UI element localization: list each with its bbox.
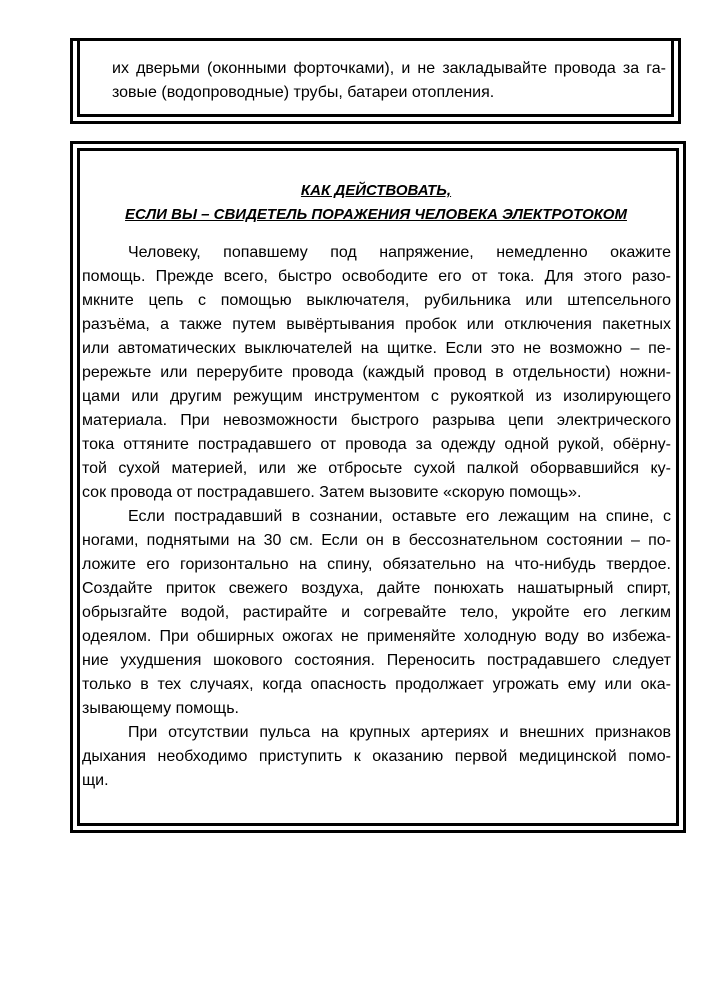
body-line: той сухой материей, или же отбросьте сухой палкой оборвавшийся ку- bbox=[82, 460, 671, 477]
body-line: мкните цепь с помощью выключателя, рубильника или штепсельного bbox=[82, 292, 671, 309]
body-line: разъёма, а также путем вывёртывания пробок или отключения пакетных bbox=[82, 316, 671, 333]
body-line: помощь. Прежде всего, быстро освободите его от тока. Для этого разо- bbox=[82, 268, 671, 285]
body-line: материала. При невозможности быстрого разрыва цепи электрического bbox=[82, 412, 671, 429]
section-body bbox=[82, 241, 671, 793]
body-line: дыхания необходимо приступить к оказанию первой медицинской помо- bbox=[82, 748, 671, 765]
body-line: или автоматических выключателей на щитке. Если это не возможно – пе- bbox=[82, 340, 671, 357]
body-line: цами или другим режущим инструментом с рукояткой из изолирующего bbox=[82, 388, 671, 405]
body-line: щи. bbox=[82, 772, 109, 789]
body-line: Человеку, попавшему под напряжение, немедленно окажите bbox=[128, 244, 671, 261]
body-line: только в тех случаях, когда опасность продолжает угрожать ему или ока- bbox=[82, 676, 671, 693]
section-title-line-1: КАК ДЕЙСТВОВАТЬ, bbox=[300, 182, 452, 199]
section-title-line-2: ЕСЛИ ВЫ – СВИДЕТЕЛЬ ПОРАЖЕНИЯ ЧЕЛОВЕКА ЭЛЕКТРОТОКОМ bbox=[125, 206, 627, 223]
body-line: Если пострадавший в сознании, оставьте его лежащим на спине, с bbox=[128, 508, 671, 525]
body-line: ногами, поднятыми на 30 см. Если он в бессознательном состоянии – по- bbox=[82, 532, 671, 549]
body-line: рережьте или перерубите провода (каждый провод в отдельности) ножни- bbox=[82, 364, 671, 381]
body-line: одеялом. При обширных ожогах не применяйте холодную воду во избежа- bbox=[82, 628, 671, 645]
body-line: ложите его горизонтально на спину, обязательно на что-нибудь твердое. bbox=[82, 556, 671, 573]
body-line: ние ухудшения шокового состояния. Переносить пострадавшего следует bbox=[82, 652, 671, 669]
top-fragment-text bbox=[112, 57, 672, 105]
body-line: При отсутствии пульса на крупных артериях и внешних признаков bbox=[128, 724, 671, 741]
body-line: обрызгайте водой, растирайте и согревайте тело, укройте его легким bbox=[82, 604, 671, 621]
top-fragment-line-1: их дверьми (оконными форточками), и не закладывайте провода за га- bbox=[112, 60, 666, 77]
body-line: сок провода от пострадавшего. Затем вызовите «скорую помощь». bbox=[82, 484, 582, 501]
body-line: зывающему помощь. bbox=[82, 700, 239, 717]
body-line: тока оттяните пострадавшего от провода за одежду одной рукой, обёрну- bbox=[82, 436, 671, 453]
body-line: Создайте приток свежего воздуха, дайте понюхать нашатырный спирт, bbox=[82, 580, 671, 597]
top-fragment-line-2: зовые (водопроводные) трубы, батареи отопления. bbox=[112, 84, 495, 101]
